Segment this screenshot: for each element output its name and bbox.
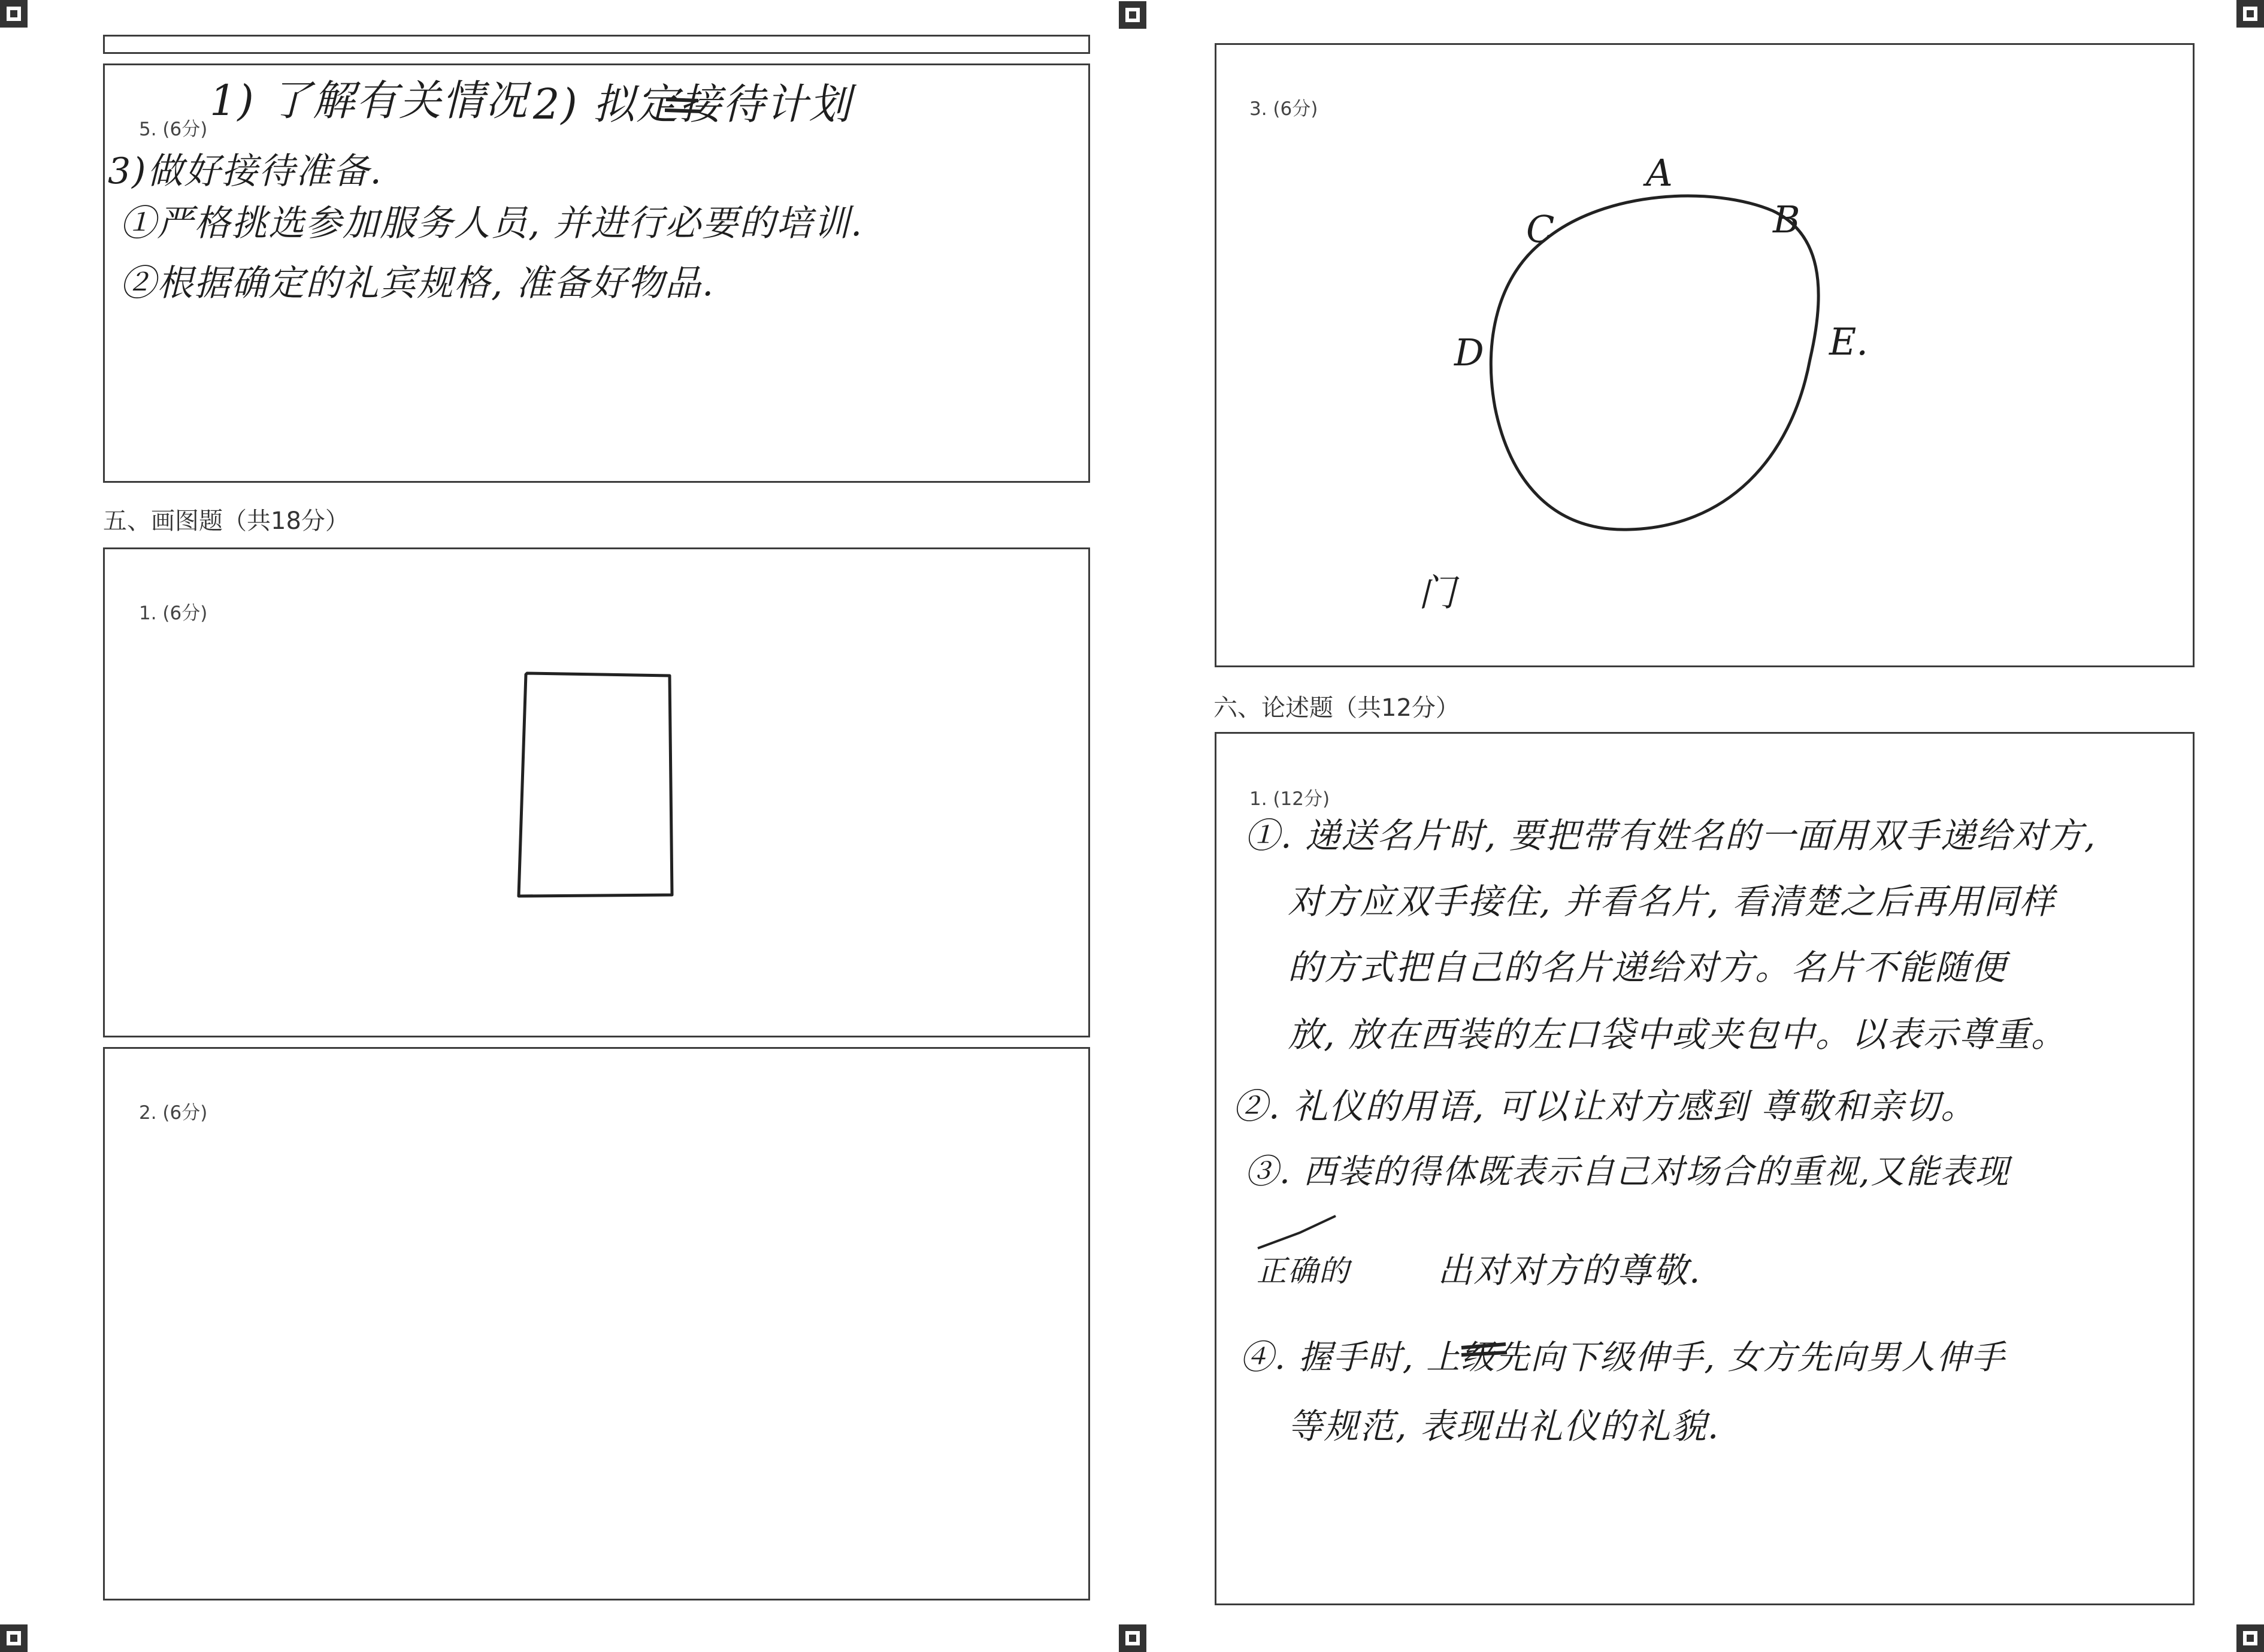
- q5-handwriting-line-2: 2) 拟定接待计划: [533, 80, 852, 129]
- q5-handwriting-line-1: 1) 了解有关情况: [210, 76, 529, 125]
- drawing-q1-label: 1. (6分): [139, 603, 208, 624]
- essay-line-9: ④. 握手时, 上级先向下级伸手, 女方先向男人伸手: [1240, 1338, 2006, 1377]
- essay-line-7: 正确的: [1257, 1254, 1350, 1288]
- diagram-label-d: D: [1454, 331, 1484, 374]
- diagram-label-b: B: [1773, 198, 1800, 241]
- essay-line-6: ③. 西装的得体既表示自己对场合的重视,又能表现: [1245, 1152, 2010, 1191]
- q5-handwriting-line-3: 3)做好接待准备.: [108, 150, 383, 192]
- q5-label: 5. (6分): [139, 119, 208, 140]
- q5-strike-mark: [665, 99, 701, 111]
- drawing-q2-label: 2. (6分): [139, 1102, 208, 1124]
- drawing-rectangle: [519, 673, 672, 896]
- section-drawing-title: 五、画图题（共18分）: [103, 507, 349, 535]
- section-essay-title: 六、论述题（共12分）: [1213, 694, 1460, 722]
- essay-line-2: 对方应双手接住, 并看名片, 看清楚之后再用同样: [1288, 881, 2056, 922]
- q5-handwriting-line-5: ②根据确定的礼宾规格, 准备好物品.: [120, 262, 715, 304]
- essay-strike-mark: [1461, 1344, 1507, 1355]
- essay-label: 1. (12分): [1249, 788, 1330, 810]
- essay-line-3: 的方式把自己的名片递给对方。名片不能随便: [1288, 947, 2007, 988]
- diagram-label-e: E.: [1829, 320, 1868, 364]
- q5-handwriting-line-4: ①严格挑选参加服务人员, 并进行必要的培训.: [120, 202, 864, 244]
- essay-line-10: 等规范, 表现出礼仪的礼貌.: [1288, 1406, 1720, 1447]
- essay-line-5: ②. 礼仪的用语, 可以让对方感到 尊敬和亲切。: [1233, 1086, 1977, 1127]
- essay-line-8: 出对对方的尊敬.: [1437, 1250, 1702, 1291]
- essay-insert-mark: [1258, 1216, 1336, 1248]
- drawing-q3-label: 3. (6分): [1249, 98, 1318, 120]
- diagram-label-door: 门: [1418, 571, 1456, 615]
- diagram-label-a: A: [1646, 151, 1673, 195]
- drawing-circle: [1491, 196, 1818, 530]
- essay-line-1: ①. 递送名片时, 要把带有姓名的一面用双手递给对方,: [1245, 815, 2097, 856]
- diagram-label-c: C: [1526, 207, 1555, 251]
- essay-line-4: 放, 放在西装的左口袋中或夹包中。以表示尊重。: [1288, 1014, 2067, 1055]
